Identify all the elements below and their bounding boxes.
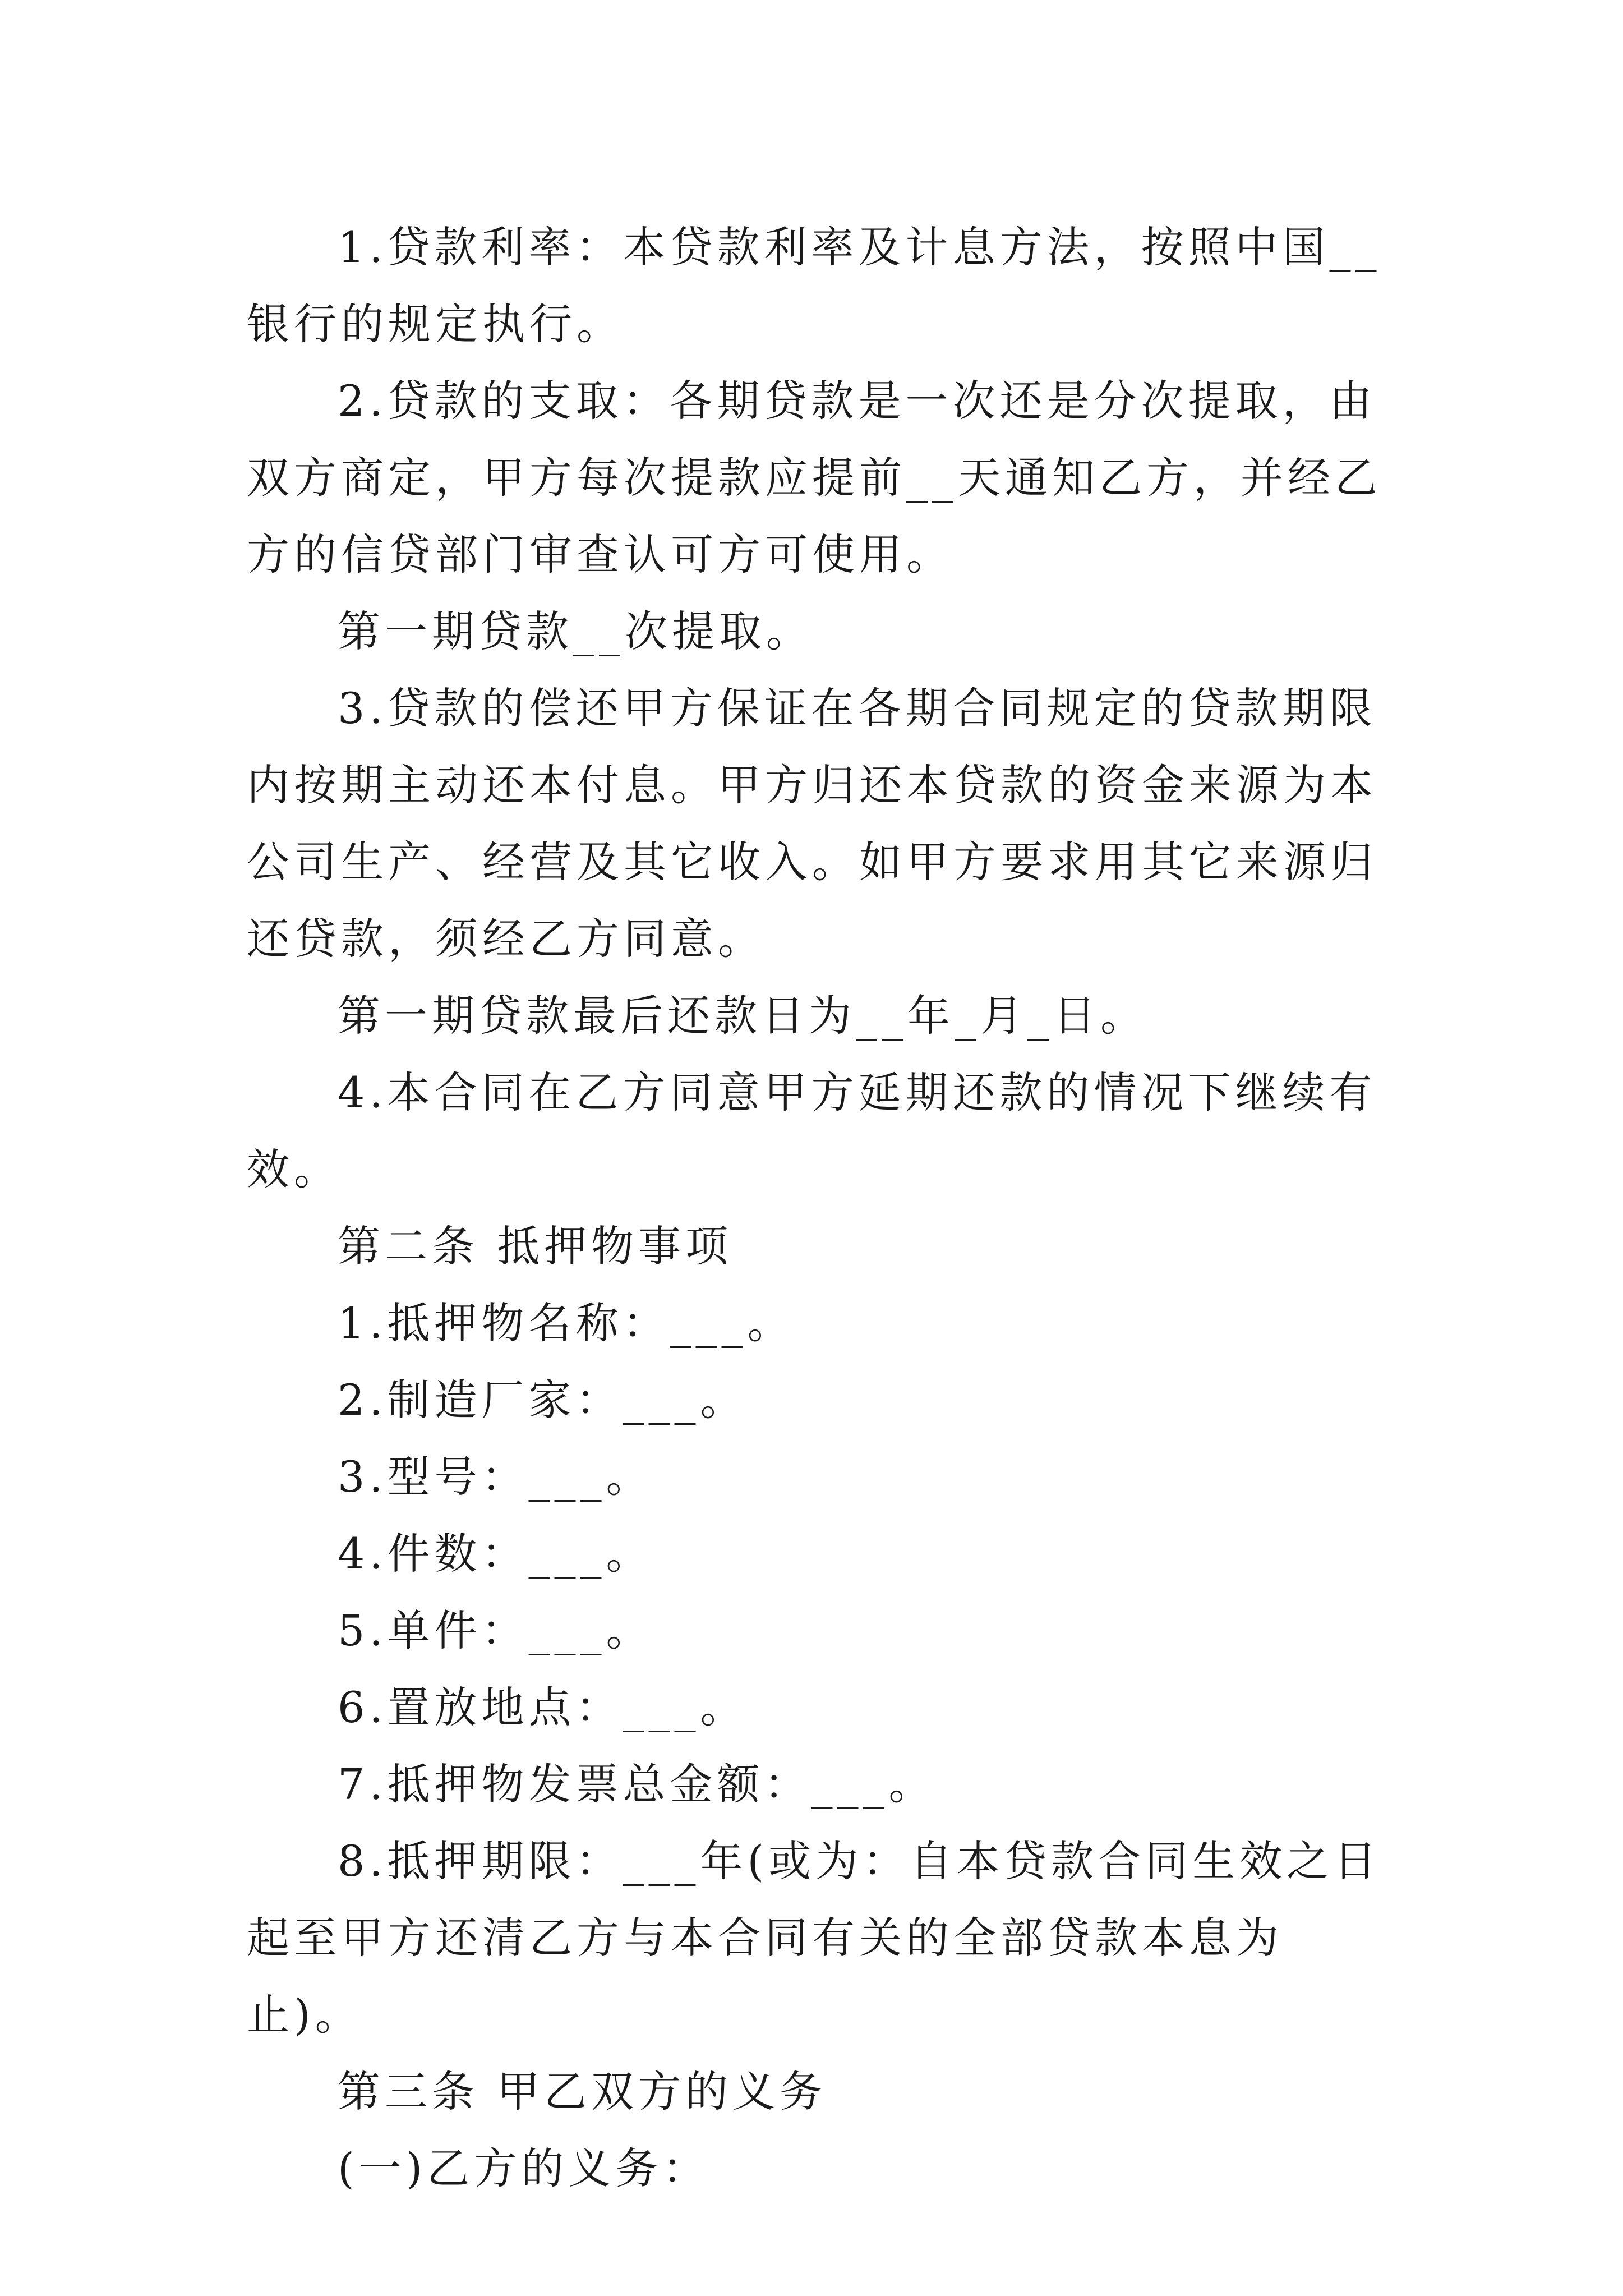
paragraph-location: 6.置放地点：___。 (338, 1682, 748, 1732)
document-body (247, 209, 1391, 2207)
paragraph-mortgage-term: 8.抵押期限：___年(或为：自本贷款合同生效之日起至甲方还清乙方与本合同有关的全部贷款本息为止)。 (247, 1836, 1381, 2040)
paragraph-quantity: 4.件数：___。 (338, 1529, 653, 1579)
paragraph-extension-validity: 4.本合同在乙方同意甲方延期还款的情况下继续有效。 (247, 1068, 1377, 1194)
section-heading-obligations: 第三条 甲乙双方的义务 (338, 2067, 827, 2116)
paragraph-loan-rate: 1.贷款利率：本贷款利率及计息方法，按照中国__银行的规定执行。 (247, 222, 1381, 349)
paragraph-first-withdrawal: 第一期贷款__次提取。 (338, 606, 813, 656)
paragraph-final-repayment-date: 第一期贷款最后还款日为__年_月_日。 (338, 991, 1147, 1041)
paragraph-loan-withdrawal: 2.贷款的支取：各期贷款是一次还是分次提取，由双方商定，甲方每次提款应提前__天通知乙方，并经乙方的信贷部门审查认可方可使用。 (247, 376, 1382, 579)
paragraph-invoice-total: 7.抵押物发票总金额：___。 (338, 1759, 936, 1809)
paragraph-model: 3.型号：___。 (338, 1452, 653, 1502)
paragraph-collateral-name: 1.抵押物名称：___。 (338, 1298, 795, 1348)
paragraph-manufacturer: 2.制造厂家：___。 (338, 1375, 748, 1425)
section-heading-collateral: 第二条 抵押物事项 (338, 1221, 733, 1271)
paragraph-loan-repayment: 3.贷款的偿还甲方保证在各期合同规定的贷款期限内按期主动还本付息。甲方归还本贷款的资金来源为本公司生产、经营及其它收入。如甲方要求用其它来源归还贷款，须经乙方同意。 (247, 683, 1377, 964)
paragraph-party-b-obligations: (一)乙方的义务： (338, 2143, 710, 2193)
paragraph-unit: 5.单件：___。 (338, 1605, 653, 1655)
